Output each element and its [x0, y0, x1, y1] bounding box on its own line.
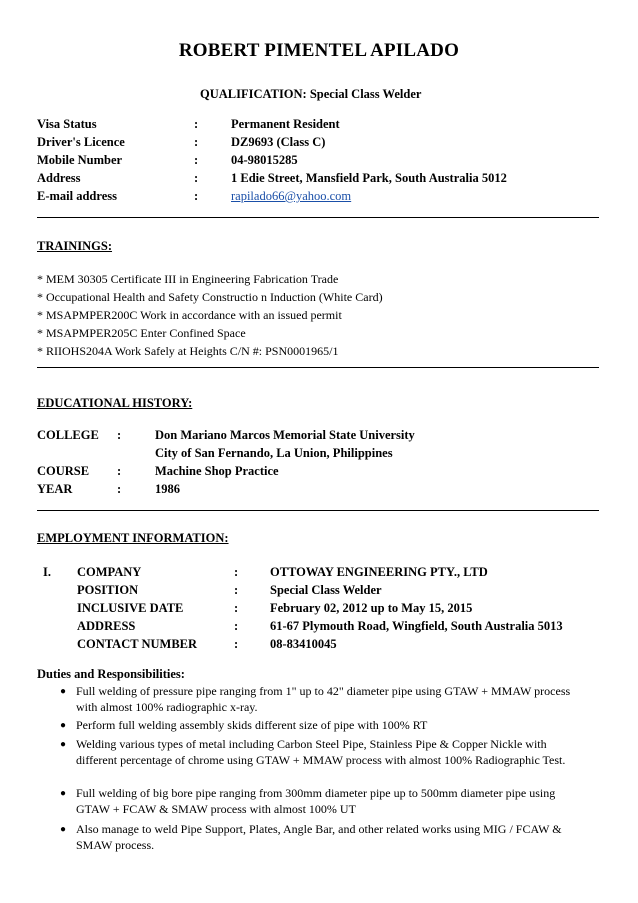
qualification: QUALIFICATION: Special Class Welder — [200, 87, 422, 101]
info-value: 04-98015285 — [231, 153, 298, 167]
info-value: Permanent Resident — [231, 117, 340, 131]
training-item: * MSAPMPER205C Enter Confined Space — [37, 326, 246, 340]
employment-value: OTTOWAY ENGINEERING PTY., LTD — [270, 565, 488, 579]
bullet-icon: ● — [60, 739, 67, 750]
info-sep: : — [194, 135, 199, 149]
employment-sep: : — [234, 565, 239, 579]
employment-sep: : — [234, 637, 239, 651]
employment-label: ADDRESS — [77, 619, 136, 633]
info-label: Visa Status — [37, 117, 97, 131]
info-value: 1 Edie Street, Mansfield Park, South Australia 5012 — [231, 171, 507, 185]
duty-text: Full welding of pressure pipe ranging from 1" up to 42" diameter pipe using GTAW + MMAW process with almost 100% radiographic x-ray. — [76, 684, 571, 714]
duty-item — [60, 822, 590, 854]
trainings-heading: TRAININGS: — [37, 239, 113, 253]
employment-value: 61-67 Plymouth Road, Wingfield, South Australia 5013 — [270, 619, 563, 633]
year-value: 1986 — [155, 482, 180, 496]
info-label: Mobile Number — [37, 153, 123, 167]
duty-text: Perform full welding assembly skids different size of pipe with 100% RT — [76, 718, 428, 732]
duty-item — [60, 737, 590, 785]
employment-value: Special Class Welder — [270, 583, 382, 597]
training-item: * MSAPMPER200C Work in accordance with an issued permit — [37, 308, 342, 322]
employment-label: POSITION — [77, 583, 139, 597]
employment-label: INCLUSIVE DATE — [77, 601, 184, 615]
section-divider — [37, 367, 599, 368]
info-sep: : — [194, 189, 199, 203]
college-sep: : — [117, 428, 122, 442]
year-label: YEAR — [37, 482, 73, 496]
info-value: DZ9693 (Class C) — [231, 135, 326, 149]
employment-index: I. — [43, 565, 51, 579]
section-divider — [37, 510, 599, 511]
education-heading: EDUCATIONAL HISTORY: — [37, 396, 193, 410]
bullet-icon: ● — [60, 788, 67, 799]
email-link[interactable]: rapilado66@yahoo.com — [231, 189, 352, 203]
college-name: Don Mariano Marcos Memorial State University — [155, 428, 415, 442]
employment-label: CONTACT NUMBER — [77, 637, 198, 651]
training-item: * Occupational Health and Safety Constructio n Induction (White Card) — [37, 290, 383, 304]
duties-heading: Duties and Responsibilities: — [37, 667, 185, 681]
info-label: E-mail address — [37, 189, 117, 203]
info-sep: : — [194, 153, 199, 167]
section-divider — [37, 217, 599, 218]
training-item: * RIIOHS204A Work Safely at Heights C/N #: PSN0001965/1 — [37, 344, 339, 358]
college-label: COLLEGE — [37, 428, 99, 442]
duty-item — [60, 684, 590, 716]
bullet-icon: ● — [60, 720, 67, 731]
duty-text: Welding various types of metal including Carbon Steel Pipe, Stainless Pipe & Copper Nickle with different percentage of chrome using GTAW + MMAW process with almost 100% Radiographic Test. — [76, 737, 566, 767]
bullet-icon: ● — [60, 824, 67, 835]
duty-text: Also manage to weld Pipe Support, Plates, Angle Bar, and other related works using MIG / FCAW & SMAW process. — [76, 822, 562, 852]
info-label: Address — [37, 171, 81, 185]
info-sep: : — [194, 171, 199, 185]
duty-text: Full welding of big bore pipe ranging from 300mm diameter pipe up to 500mm diameter pipe using GTAW + FCAW & SMAW process with almost 100% UT — [76, 786, 556, 816]
employment-sep: : — [234, 583, 239, 597]
employment-sep: : — [234, 601, 239, 615]
employment-value: February 02, 2012 up to May 15, 2015 — [270, 601, 473, 615]
course-sep: : — [117, 464, 122, 478]
info-label: Driver's Licence — [37, 135, 125, 149]
applicant-name: ROBERT PIMENTEL APILADO — [178, 40, 460, 61]
course-value: Machine Shop Practice — [155, 464, 279, 478]
duty-item — [60, 718, 590, 734]
bullet-icon: ● — [60, 686, 67, 697]
year-sep: : — [117, 482, 122, 496]
course-label: COURSE — [37, 464, 90, 478]
info-sep: : — [194, 117, 199, 131]
college-location: City of San Fernando, La Union, Philippines — [155, 446, 393, 460]
employment-heading: EMPLOYMENT INFORMATION: — [37, 531, 229, 545]
employment-label: COMPANY — [77, 565, 142, 579]
duty-item — [60, 786, 590, 818]
training-item: * MEM 30305 Certificate III in Engineering Fabrication Trade — [37, 272, 339, 286]
employment-sep: : — [234, 619, 239, 633]
employment-value: 08-83410045 — [270, 637, 337, 651]
